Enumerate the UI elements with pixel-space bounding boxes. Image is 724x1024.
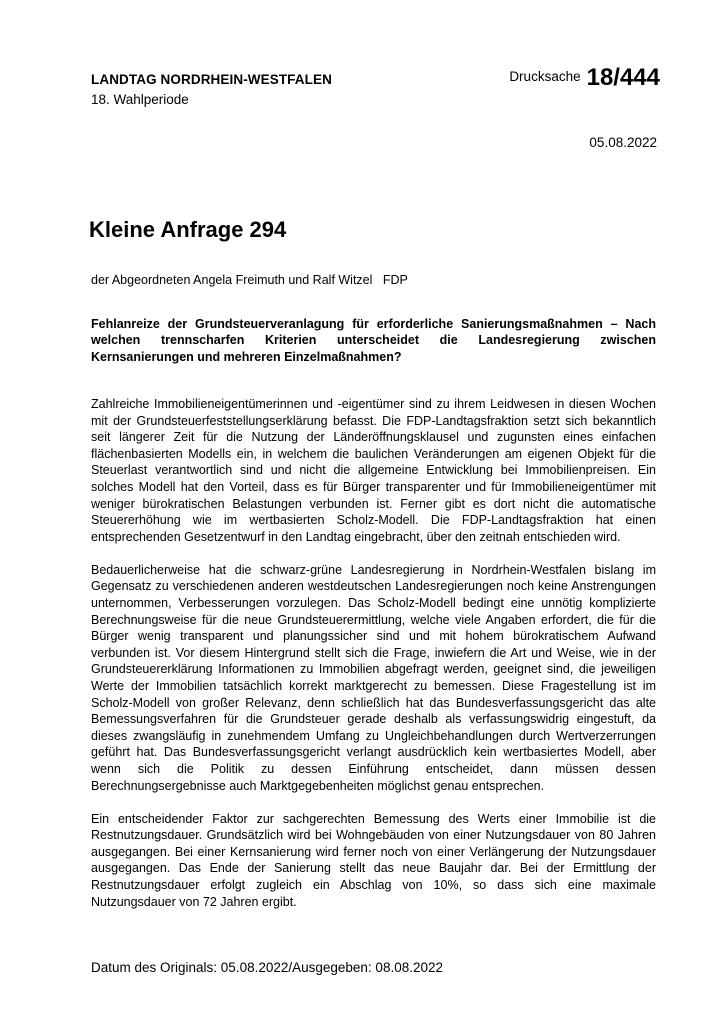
electoral-period: 18. Wahlperiode (91, 92, 189, 107)
inquiry-subject: Fehlanreize der Grundsteuerveranlagung für erforderliche Sanierungsmaßnahmen – Nach welchen trennscharfen Kriterien unterscheidet die Landesregierung zwischen Kernsanierungen und mehreren Einzelmaßnahmen? (91, 317, 656, 364)
authors-line: der Abgeordneten Angela Freimuth und Ralf Witzel FDP (91, 273, 408, 287)
document-date: 05.08.2022 (589, 135, 657, 150)
drucksache-label: Drucksache (509, 69, 581, 84)
footer-dates: Datum des Originals: 05.08.2022/Ausgegeben: 08.08.2022 (91, 960, 444, 975)
paragraph-1: Zahlreiche Immobilieneigentümerinnen und -eigentümer sind zu ihrem Leidwesen in diesen Wochen mit der Grundsteuerfeststellungserklärung befasst. Die FDP-Landtagsfraktion setzt sich bekanntlich seit längerer Zeit für die Nutzung der Länderöffnungsklausel und zugunsten eines einfachen flächenbasierten Modells ein, in welchem die baulichen Veränderungen am eigenen Objekt für die Steuerlast verantwortlich sind und nicht die allgemeine Entwicklung bei Immobilienpreisen. Ein solches Modell hat den Vorteil, dass es für Bürger transparenter und für Immobilieneigentümer mit weniger bürokratischen Belastungen verbunden ist. Ferner gibt es dort nicht die automatische Steuererhöhung wie im wertbasierten Scholz-Modell. Die FDP-Landtagsfraktion hat einen entsprechenden Gesetzentwurf in den Landtag eingebracht, über den zeitnah entschieden wird. (91, 397, 656, 544)
page-title: Kleine Anfrage 294 (89, 217, 287, 242)
paragraph-3: Ein entscheidender Faktor zur sachgerechten Bemessung des Werts einer Immobilie ist die Restnutzungsdauer. Grundsätzlich wird bei Wohngebäuden von einer Nutzungsdauer von 80 Jahren ausgegangen. Bei einer Kernsanierung wird ferner noch von einer Verlängerung der Nutzungsdauer ausgegangen. Das Ende der Sanierung stellt das neue Baujahr dar. Bei der Ermittlung der Restnutzungsdauer erfolgt zugleich ein Abschlag von 10%, so dass sich eine maximale Nutzungsdauer von 72 Jahren ergibt. (91, 811, 656, 909)
paragraph-2: Bedauerlicherweise hat die schwarz-grüne Landesregierung in Nordrhein-Westfalen bislang im Gegensatz zu verschiedenen anderen westdeutschen Landesregierungen noch keine Anstrengungen unternommen, Verbesserungen vorzulegen. Das Scholz-Modell bedingt eine unnötig komplizierte Berechnungsweise für die neue Grundsteuerermittlung, welche viele Angaben erfordert, die für die Bürger wenig transparent und planungssicher sind und mit hohem bürokratischem Aufwand verbunden ist. Vor diesem Hintergrund stellt sich die Frage, inwiefern die Art und Weise, wie in der Grundsteuererklärung Informationen zu Immobilien abgefragt werden, geeignet sind, die jeweiligen Werte der Immobilien tatsächlich korrekt marktgerecht zu bemessen. Diese Fragestellung ist im Scholz-Modell von großer Relevanz, denn schließlich hat das Bundesverfassungsgericht das alte Bemessungsverfahren für die Grundsteuer gerade deshalb als verfassungswidrig eingestuft, da dieses zwangsläufig in zunehmendem Umfang zu Ungleichbehandlungen durch Wertverzerrungen geführt hat. Das Bundesverfassungsgericht verlangt ausdrücklich kein wertbasiertes Modell, aber wenn sich die Politik zu dessen Einführung entscheidet, dann müssen dessen Berechnungsergebnisse auch Marktgegebenheiten möglichst genau entsprechen. (91, 562, 656, 793)
drucksache (509, 64, 660, 92)
drucksache-number: 18/444 (586, 64, 660, 91)
body-text (91, 396, 656, 927)
parliament-name: LANDTAG NORDRHEIN-WESTFALEN (91, 72, 332, 87)
